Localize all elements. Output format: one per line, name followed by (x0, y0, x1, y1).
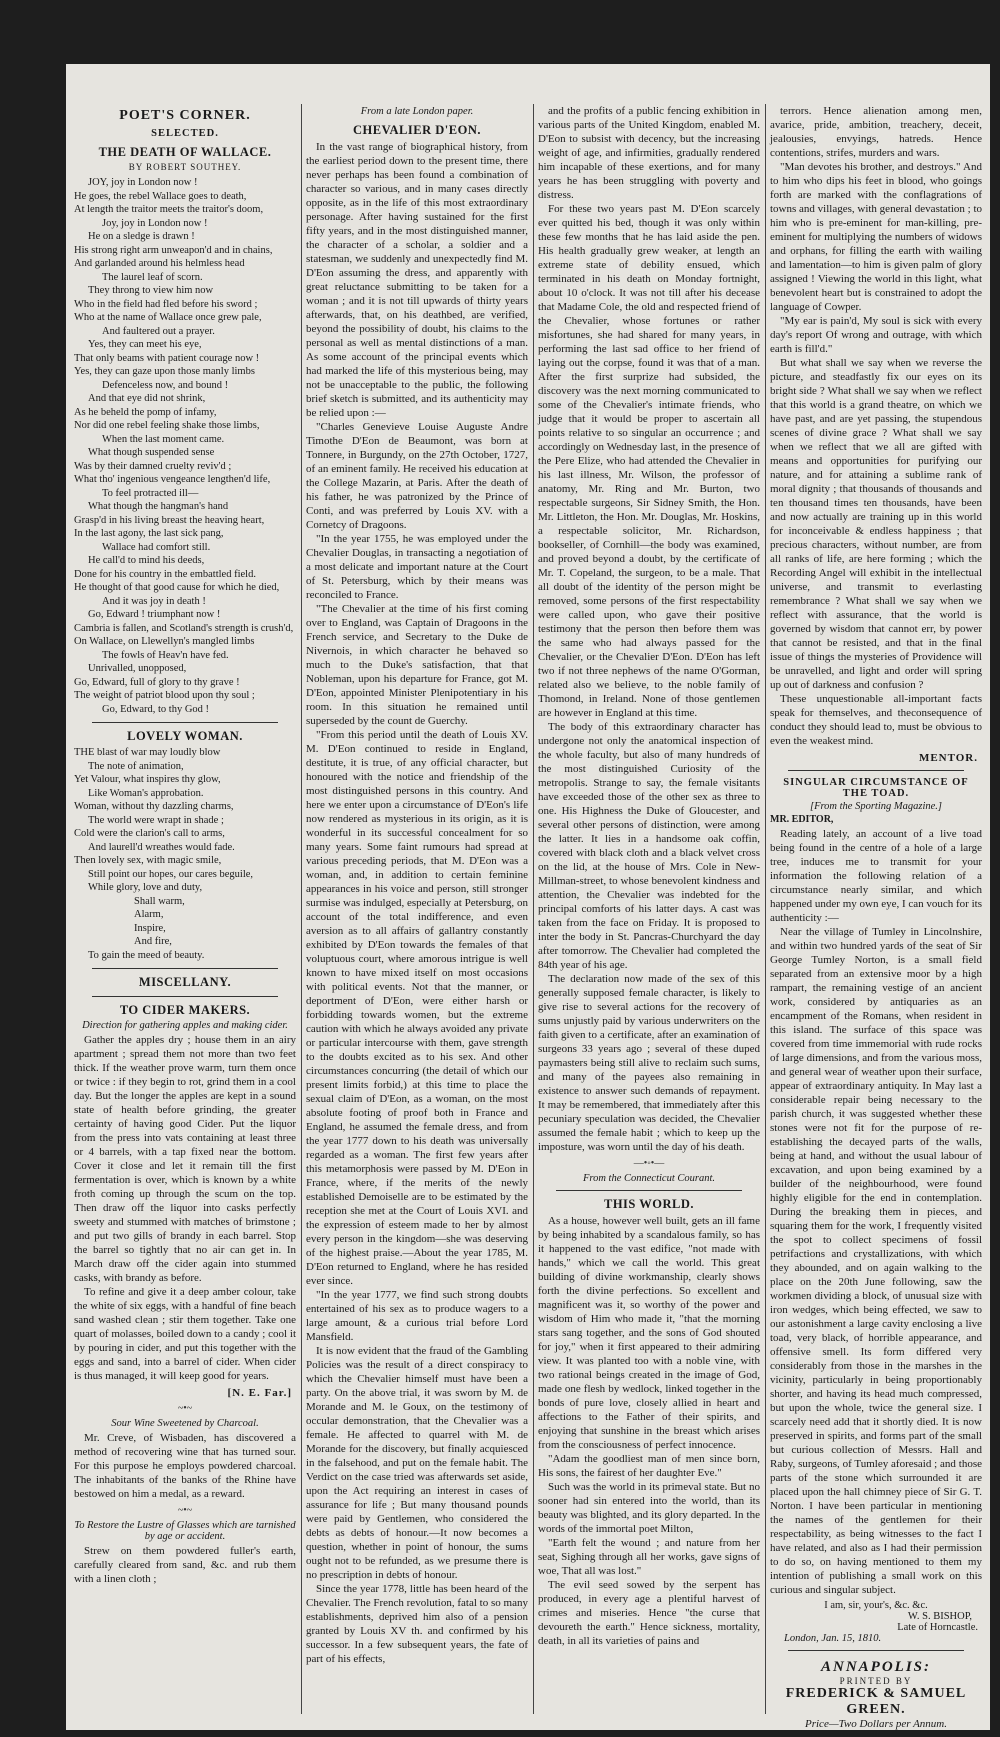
poem-line: The weight of patriot blood upon thy soul ; (74, 690, 255, 701)
poem-line: Cambria is fallen, and Scotland's strength is crush'd, (74, 622, 294, 634)
imprint (770, 1659, 982, 1730)
poem-line: And fire, (134, 936, 172, 947)
poem-line: Yet Valour, what inspires thy glow, (74, 774, 221, 785)
paragraph: "My ear is pain'd, My soul is sick with every day's report Of wrong and outrage, with which earth is fill'd." (770, 315, 982, 355)
poem-line: At length the traitor meets the traitor's doom, (74, 204, 264, 215)
poem-line: Go, Edward, to thy God ! (102, 703, 210, 715)
wine-paragraph: Mr. Creve, of Wisbaden, has discovered a method of recovering wine that has turned sour. For this purpose he employs powdered charcoal. The inhabitants of the banks of the Rhine have bestowed on him a medal, as a reward. (74, 1432, 296, 1500)
poem-line: The laurel leaf of scorn. (102, 271, 203, 283)
poem-line: That only beams with patient courage now ! (74, 352, 260, 364)
poem-line: JOY, joy in London now ! (88, 177, 198, 188)
poem-line: What though suspended sense (88, 447, 215, 458)
poem-line: Wallace had comfort still. (102, 541, 211, 553)
closing-place: Late of Horncastle. (897, 1622, 978, 1633)
cider-paragraph: Gather the apples dry ; house them in an airy apartment ; spread them not more than two feet thick. If the weather prove warm, turn them once or twice : if they begin to rot, grind them in a cool day. But the longer the apples are kept in a sound state of health before grinding, the greater certainty of having good Cider. Put the liquor from the press into vats containing at least three or 4 barrels, with a tap fixed near the bottom. Cover it close and let it remain till the first fermentation is over, which is known by a white froth coming up through the scum on the top. Then draw off the liquor into casks perfectly sweety and stummed with matches of brimstone ; and put two gills of brandy in each barrel. Stop the barrel so tightly that no air can get in. In March draw off the cider again into stummed casks, with brandy as before. (74, 1034, 296, 1284)
article-body-deon (306, 140, 528, 1666)
poem-line: When the last moment came. (102, 433, 225, 445)
poem-line: Yes, they can gaze upon those manly limbs (74, 366, 255, 377)
poem-line: Unrivalled, unopposed, (88, 663, 187, 674)
newspaper-page (66, 64, 990, 1730)
poem-line: The fowls of Heav'n have fed. (102, 649, 229, 661)
poem-line: Done for his country in the embattled field. (74, 568, 256, 580)
ornament-divider: —•◦•— (633, 1158, 665, 1169)
closing-name: W. S. BISHOP, (907, 1611, 972, 1622)
poem-line: Was by their damned cruelty reviv'd ; (74, 460, 232, 472)
paragraph: terrors. Hence alienation among men, avarice, pride, ambition, treachery, deceit, jealousies, envyings, hatreds. Hence contentions, strifes, murders and wars. (770, 105, 982, 159)
paragraph: "The Chevalier at the time of his first coming over to England, was Captain of Dragoons in the French service, and Secretary to the Duke de Nivernois, in which character he behaved so much to the Duke's satisfaction, that that Nobleman, upon his departure for France, got M. D'Eon, appointed Minister Plenipotentiary in his room. In this situation he remained until superseded by the count de Guerchy. (306, 603, 528, 727)
poem-line: Go, Edward ! triumphant now ! (88, 609, 221, 620)
article-title-deon: CHEVALIER D'EON. (353, 123, 481, 137)
article-body-deon-cont (538, 104, 760, 1154)
poem-lovely-woman (74, 746, 296, 962)
poem-line: Nor did one rebel feeling shake those limbs, (74, 420, 260, 431)
divider (92, 968, 278, 969)
poem-line: Then lovely sex, with magic smile, (74, 855, 222, 866)
poem-wallace (74, 176, 296, 716)
paragraph: The evil seed sowed by the serpent has produced, in every age a plentiful harvest of crimes and miseries. Hence "the curse that devoureth the earth." Hence sickness, mortality, death, in all its varieties of pains and (538, 1579, 760, 1647)
poem-line: The note of animation, (88, 760, 184, 772)
glass-heading: To Restore the Lustre of Glasses which are tarnished by age or accident. (74, 1520, 296, 1542)
paragraph: As a house, however well built, gets an ill fame by being inhabited by a scandalous family, so has it happened to the vast edifice, "not made with hands," which we call the world. This great building of divine workmanship, clearly shows forth the divine perfections. So excellent and magnificent was it, so worthy of the power and wisdom of Him who made it, "that the morning stars sang together, and the sons of God shouted for joy," when it first appeared to their admiring view. It was planted too with a noble vine, with two rational beings created in the image of God, made one flesh by wedlock, linked together in the bonds of pure love, closely allied in heart and affections to the Father of their spirits, and enjoying that sunshine in the breast which arises from the consciousness of perfect innocence. (538, 1215, 760, 1451)
column-3 (538, 104, 760, 1714)
paragraph: Since the year 1778, little has been heard of the Chevalier. The French revolution, fatal to so many establishments, deprived him also of a pension granted by Louis XV th. and confirmed by his successor. In a few subsequent years, the fate of part of his effects, (306, 1583, 528, 1665)
glass-paragraph: Strew on them powdered fuller's earth, carefully cleared from sand, &c. and rub them with a linen cloth ; (74, 1545, 296, 1585)
poem-line: And garlanded around his helmless head (74, 258, 245, 269)
article-title-this-world: THIS WORLD. (603, 1197, 694, 1211)
cider-source: [N. E. Far.] (227, 1387, 292, 1399)
ornament-divider: ~•~ (177, 1403, 193, 1414)
paragraph: "From this period until the death of Louis XV. M. D'Eon continued to reside in England, destitute, it is true, of any official character, but honoured with the notice and friendship of the most distinguished persons in this country. And here we enter upon a circumstance of D'Eon's life now rendered as mysterious in its origin, as it is wonderful in its successful concealment for so many years. Some faint rumours had spread at various preceding periods, that M. D'Eon was a woman, and, in addition to certain feminine appearances in his voice and person, still stronger surmise was indulged, especially at Petersburg, on account of the total indifference, and even aversion as to all affairs of gallantry constantly exhibited by D'Eon towards the females of that voluptuous court, where amorous intrigue is well known to have mixed itself on most occasions with political events. Not that the manner, or deportment of D'Eon, were either harsh or forbidding towards women, but the extreme caution with which he always avoided any private or particular intercourse with them, gave strength to the doubts excited as to his sex. And other circumstances concurring (the detail of which our present limits forbid,) at this time to place the sexual claim of D'Eon, as a woman, on the most absolute footing of proof both in France and England, he assumed the female dress, and from the year 1777 down to his death was universally regarded as a woman. The first few years after this metamorphosis were passed by M. D'Eon in France, where, if the merits of the newly established Demoiselle are to be estimated by the reception she met at the Court of Louis XVI. and the expression of esteem made to her by almost every person in the kingdom—she was deserving of the highest praise.—About the year 1785, M. D'Eon returned to England, where he has resided ever since. (306, 729, 528, 1287)
column-1 (74, 104, 296, 1714)
paragraph: and the profits of a public fencing exhibition in various parts of the United Kingdom, enabled M. D'Eon to subsist with decency, but the increasing weight of age, and infirmities, gradually rendered him incapable of these exertions, and for many years he has been struggling with poverty and distress. (538, 105, 760, 201)
imprint-price: Price—Two Dollars per Annum. (805, 1718, 947, 1730)
paragraph: "In the year 1777, we find such strong doubts entertained of his sex as to produce wagers to a large amount, & a curious trial before Lord Mansfield. (306, 1289, 528, 1343)
poem-line: And laurell'd wreathes would fade. (88, 841, 235, 853)
closing-line: I am, sir, your's, &c. &c. (824, 1600, 928, 1611)
paragraph: The body of this extraordinary character has undergone not only the anatomical inspection of the whole faculty, but also of many hundreds of the most distinguished Curiosity of the metropolis. Strange to say, the female visitants have exceeded those of the other sex as three to one. His Highness the Duke of Gloucester, and several other persons of distinction, were among the latter. It lies in a handsome oak coffin, covered with black cloth and a black velvet cross on the lid, at the house of Mrs. Cole in New-Millman-street, to whose benevolent kindness and attention, the Chevalier was indebted for the principal comforts of his latter days. A cast was taken from the face on Friday. It is proposed to inter the body in St. Pancras-Churchyard the day after tomorrow. The Chevalier had completed the 84th year of his age. (538, 721, 760, 971)
selected-subheading: SELECTED. (151, 128, 219, 139)
dateline: London, Jan. 15, 1810. (784, 1633, 882, 1644)
poem-line: He thought of that good cause for which he died, (74, 582, 280, 593)
poem-line: Alarm, (134, 909, 164, 920)
article-body-toad (770, 827, 982, 1597)
cider-heading: TO CIDER MAKERS. (119, 1003, 251, 1017)
page-top-margin (66, 64, 990, 102)
column-rule (765, 104, 766, 1714)
paragraph: "In the year 1755, he was employed under the Chevalier Douglas, in transacting a negotiation of a most delicate and important nature at the Court of St. Petersburg, which by their means was reconciled to France. (306, 533, 528, 601)
article-source: From a late London paper. (360, 106, 474, 117)
toad-heading: SINGULAR CIRCUMSTANCE OF THE TOAD. (783, 777, 969, 799)
poem-line: Like Woman's approbation. (88, 787, 204, 799)
paragraph: The declaration now made of the sex of this generally supposed female character, is likely to give rise to several actions for the recovery of sums unjustly paid by various underwriters on the faith given to a certificate, after an examination of surgeons 33 years ago ; several of these duped paymasters being still alive to reclaim such sums, and many of the payees also remaining in existence to answer such demands of repayment. It may be remembered, that immediately after this pecuniary speculation was decided, the Chevalier assumed the female habit ; which to keep up the imposture, was worn until the day of his death. (538, 973, 760, 1153)
imprint-printed-by: PRINTED BY (839, 1676, 913, 1686)
cider-paragraph: To refine and give it a deep amber colour, take the white of six eggs, with a handful of fine beach sand washed clean ; stir them together. Take one quart of molasses, boiled down to a candy ; cool it by pouring in cider, and put this together with the eggs and sand, into a barrel of cider. When cider is thus managed, it will keep good for years. (74, 1286, 296, 1382)
divider (92, 996, 278, 997)
salutation: MR. EDITOR, (770, 814, 834, 825)
poem-line: Defenceless now, and bound ! (102, 379, 229, 391)
poem-line: While glory, love and duty, (88, 882, 203, 893)
poem-line: THE blast of war may loudly blow (74, 747, 221, 758)
poem-line: Inspire, (134, 922, 166, 934)
imprint-place: ANNAPOLIS: (820, 1659, 931, 1675)
cider-subheading: Direction for gathering apples and making cider. (82, 1020, 288, 1031)
poem-line: What tho' ingenious vengeance lengthen'd life, (74, 474, 271, 485)
poem-line: Shall warm, (134, 895, 185, 907)
divider (788, 770, 964, 771)
article-body-this-world-cont (770, 104, 982, 748)
column-2 (306, 104, 528, 1714)
paragraph: Near the village of Tumley in Lincolnshire, and within two hundred yards of the seat of Sir George Tumley Norton, is a small field separated from an extensive moor by a high rampart, the remaining vestige of an ancient work, considered by antiquaries as an encampment of the Romans, when resident in this island. The surface of this space was covered from time immemorial with rude rocks of large dimensions, and from the various moss, and general wear of weather upon their surface, appear of extraordinary antiquity. In May last a considerable repair being necessary to the parish church, it was suggested whether these stones were not fit for the purpose of re-establishing the decayed parts of the walls, being at hand, and without the usual labour of excavation, and upon being examined by a builder of the neighbourhood, were found highly eligible for the end in contemplation. During the breaking them in pieces, and squaring them for the work, I frequently visited the spot to collect specimens of fossil petrifactions and crystallizations, with which they abounded, and on again walking to the place on the 20th June following, saw the workmen dividing a block, of unusual size with iron wedges, which being effected, we saw to our astonishment a large cavity enclosing a live toad, very black, of horrible appearance, and offensive smell. Its form differed very considerably from those in the marshes in the vicinity, particularly in being proportionably shorter, and having its head much compressed, but upon the whole, twice the general size. I scarcely need add that it shortly died. It is now preserved in spirits, and forms part of the small but curious collection of Messrs. Hall and Raby, surgeons, of Tumley aforesaid ; and those parts of the stone which surrounded it are placed upon the hall chimney piece of Sir G. T. Norton. I have been particular in mentioning the names of the gentlemen for their respectability, as being witnesses to the fact I have related, and also as I had their permission to do so, on having mentioned to them my intention of publishing a small work on this curious and singular subject. (770, 926, 982, 1596)
signature-mentor: MENTOR. (918, 752, 978, 764)
paragraph: These unquestionable all-important facts speak for themselves, and theconsequence of conduct they should lead to, must be obvious to even the weakest mind. (770, 693, 982, 747)
poem-line: His strong right arm unweapon'd and in chains, (74, 244, 273, 256)
poem-line: Cold were the clarion's call to arms, (74, 828, 225, 839)
poem-line: To gain the meed of beauty. (88, 949, 205, 961)
poem-byline: BY ROBERT SOUTHEY. (128, 162, 242, 172)
poem-line: He goes, the rebel Wallace goes to death, (74, 190, 247, 202)
poem-title-wallace: THE DEATH OF WALLACE. (98, 145, 272, 159)
paragraph: Reading lately, an account of a live toad being found in the centre of a hole of a large tree, induces me to transmit for your information the following relation of a circumstance nearly similar, and which happened under my own eye, I can vouch for its authenticity :— (770, 828, 982, 924)
poem-line: They throng to view him now (88, 285, 214, 296)
poem-line: Who in the field had fled before his sword ; (74, 298, 258, 310)
column-rule (533, 104, 534, 1714)
poem-line: The world were wrapt in shade ; (88, 814, 224, 826)
article-body-this-world (538, 1214, 760, 1648)
paragraph: But what shall we say when we reverse the picture, and steadfastly fix our eyes on its bright side ? What shall we say when we reflect that this world is a grand theatre, on which we have past, and are yet passing, the stupendous scenes of divine grace ? What shall we say when we reflect that we all are gifted with means and opportunities for purifying our nature, and for attaining a sublime rank of moral dignity ; that thousands of thousands and ten thousand times ten thousands, have been and now actually are training up in this world for inconceivable & endless happiness ; that precious characters, without number, are from all ranks of life, are here forming ; which the Recording Angel will exhibit in the intellectual universe, and transmit to everlasting remembrance ? What shall we say when we reflect with assurance, that the world is governed by wisdom that cannot err, by power that cannot be resisted, and that in the final issue of things the mysteries of Providence will be unravelled, and light and order will spring up out of darkness and confusion ? (770, 357, 982, 691)
column-rule (301, 104, 302, 1714)
poets-corner-heading: POET'S CORNER. (119, 108, 251, 123)
divider (556, 1190, 742, 1191)
poem-line: Who at the name of Wallace once grew pale, (74, 312, 262, 323)
poem-line: Woman, without thy dazzling charms, (74, 801, 234, 812)
paragraph: "Man devotes his brother, and destroys." And to him who dips his feet in blood, who goings forth are marked with the conflagrations of towns and villages, with general devastation ; to him who is pre-eminent for man-killing, pre-eminent for multiplying the numbers of widows and orphans, for filling the earth with wailing and lamentation—to him is given palm of glory assigned ! Viewing the world in this light, what benevolent heart but is constrained to adopt the language of Cowper. (770, 161, 983, 313)
paragraph: Such was the world in its primeval state. But no sooner had sin entered into the world, than its beauty was blighted, and its glory departed. In the words of the immortal poet Milton, (538, 1481, 760, 1535)
poem-line: What though the hangman's hand (88, 501, 229, 512)
imprint-printers: FREDERICK & SAMUEL GREEN. (785, 1686, 967, 1717)
paragraph: "Charles Genevieve Louise Auguste Andre Timothe D'Eon de Beaumont, was born at Tonnere, in Burgundy, on the 27th October, 1727, of an eminent family. He received his education at the College Mazarin, at Paris. After the death of his father, he was patronized by the Prince of Conti, and was preferred by Louis XV. with a Cornetcy of Dragoons. (306, 421, 528, 531)
article-source: From the Connecticut Courant. (582, 1173, 715, 1184)
poem-line: Grasp'd in his living breast the heaving heart, (74, 514, 265, 526)
poem-line: He on a sledge is drawn ! (88, 231, 195, 242)
poem-line: Go, Edward, full of glory to thy grave ! (74, 676, 240, 688)
miscellany-heading: MISCELLANY. (138, 975, 232, 989)
poem-line: In the last agony, the last sick pang, (74, 528, 224, 539)
poem-line: Joy, joy in London now ! (102, 217, 208, 229)
ornament-divider: ~•~ (177, 1505, 193, 1516)
paragraph: It is now evident that the fraud of the Gambling Policies was the result of a direct conspiracy to which the Chevalier himself must have been a party. On the above trial, it was sworn by M. de Morande and M. le Goux, on the testimony of occular demonstration, that the Chevalier was a female. He affected to quarrel with M. de Morande for the discovery, but finally acquiesced in the falsehood, and put on the female habit. The Verdict on the case tried was afterwards set aside, upon the Act requiring an interest in cases of assurance for life ; But many thousand pounds were paid by Gentlemen, who considered the debts as debts of honour.—It now becomes a question, whether in point of honour, the sums ought not to be refunded, as we presume there is no prescription in debts of honour. (306, 1345, 528, 1581)
poem-line: Still point our hopes, our cares beguile, (88, 868, 254, 880)
paragraph: For these two years past M. D'Eon scarcely ever quitted his bed, though it was only within these few months that he has laid aside the pen. His health gradually grew weaker, at length an extreme state of debility ensued, which terminated in his death on Monday fortnight, about 10 o'clock. It was not till after his decease that Madame Cole, the old and respected friend of the Chevalier, whose fortunes or rather misfortunes, she had shared for many years, in performing the last sad office to her friend of laying out the corpse, found it was that of a man. After the first surprize had subsided, the discovery was the next morning communicated to some of the Chevalier's intimate friends, who judge that it would be proper to ascertain all points relative to so singular an occurrence ; and accordingly on Wednesday last, in the presence of the Pere Elize, who had attended the Chevalier in his last illness, Mr. Wilson, the professor of anatomy, Mr. Ring and Mr. Burton, two respectable surgeons, Sir Sidney Smith, the Hon. Mr. Littleton, the Hon. Mr. Douglas, Mr. Hoskins, a respectable solicitor, Mr. Richardson, bookseller, of Cornhill—the body was examined, and proved beyond a doubt, by the certificate of Mr. T. Copeland, the surgeon, to be a male. That all doubt of the identity of the person might be removed, some persons of the first respectability were called upon, who gave their positive testimony that the person then before them was the same who had always passed for the Chevalier, or the Chevalier D'Eon. D'Eon has left two if not three nephews of the name O'Gorman, related also we believe, to the noble family of Thomond, in Ireland. None of those gentlemen are however in England at this time. (538, 203, 760, 719)
poem-line: To feel protracted ill— (102, 487, 199, 499)
poem-line: And that eye did not shrink, (88, 393, 206, 404)
paragraph: "Earth felt the wound ; and nature from her seat, Sighing through all her works, gave signs of woe, That all was lost." (538, 1537, 760, 1577)
poem-line: On Wallace, on Llewellyn's mangled limbs (74, 636, 255, 647)
poem-title-lovely-woman: LOVELY WOMAN. (127, 729, 243, 743)
poem-line: As he beheld the pomp of infamy, (74, 406, 217, 418)
paragraph: In the vast range of biographical history, from the earliest period down to the present time, there never perhaps has been found a combination of character so various, and in many cases directly opposite, as in the life of this most extraordinary personage. After having sustained for the first fifty years, and in the most distinguished manner, the character of a scholar, a soldier and a statesman, we suddenly and unexpectedly find M. D'Eon assuming the dress, and apparently with great reluctance submitting to be taken for a woman ; and it is not till upwards of thirty years afterwards, that, on his deathbed, are verified, beyond the possibility of doubt, his claims to the personal as well as mental distinctions of a man. As some account of the principal events which had marked the life of this mysterious being, may not be unacceptable to the public, the following brief sketch is submitted, and its authenticity may be relied upon :— (306, 141, 528, 419)
poem-line: Yes, they can meet his eye, (88, 339, 202, 350)
divider (788, 1650, 964, 1651)
divider (92, 722, 278, 723)
paragraph: "Adam the goodliest man of men since born, His sons, the fairest of her daughter Eve." (538, 1453, 760, 1479)
poem-line: And faultered out a prayer. (102, 325, 215, 337)
toad-source: [From the Sporting Magazine.] (809, 801, 943, 812)
wine-heading: Sour Wine Sweetened by Charcoal. (111, 1418, 259, 1429)
poem-line: And it was joy in death ! (102, 595, 206, 607)
poem-line: He call'd to mind his deeds, (88, 555, 205, 566)
column-4 (770, 104, 983, 1730)
